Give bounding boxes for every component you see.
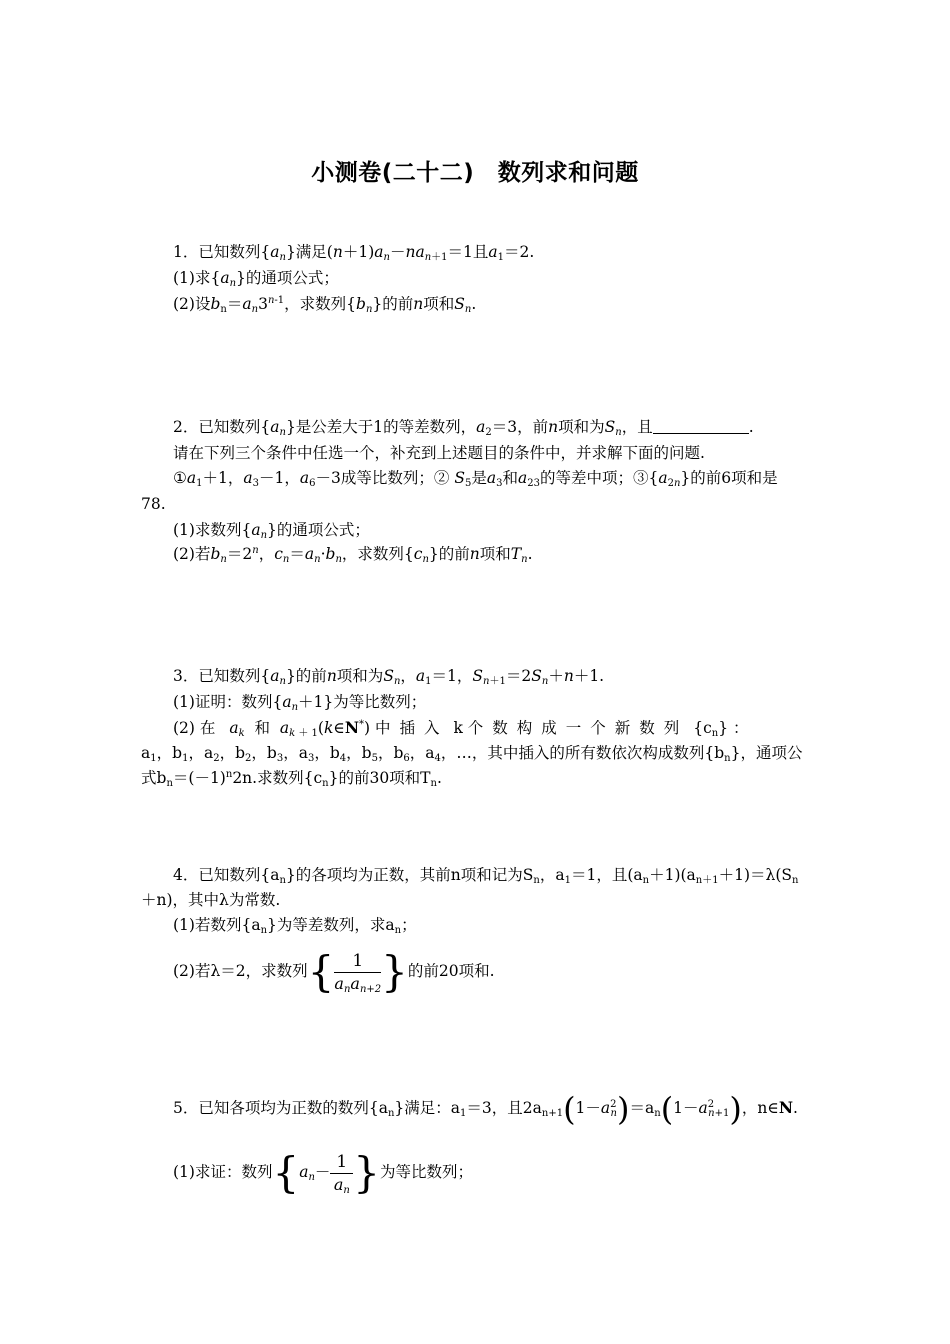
q5-stem: 5．已知各项均为正数的数列$\{a_n\}$满足：$a_1=3$，且$2a_{n+1}(1-a^2_n)=a_n(1-a^2_{n+1})$，n∈N. (173, 1090, 798, 1128)
page-title: 小测卷(二十二) 数列求和问题 (311, 160, 639, 186)
fraction-denominator: $a_na_{n+2}$ (334, 973, 382, 995)
fraction-numerator: 1 (334, 950, 381, 973)
q4-part2-suffix: 的前20项和. (407, 962, 495, 980)
q3-part2-line2: $a_1$，$b_1$，$a_2$，$b_2$，$b_3$，$a_3$，$b_4$，$b_5$，$b_6$，$a_4$，…，其中插入的所有数依次构成数列$\{b_n\}$，通项公 (141, 744, 803, 764)
q3-part1: (1)证明：数列$\{a_n+1\}$为等比数列； (173, 693, 427, 713)
q2-part2: (2)若$b_n=2^n$，$c_n=a_n\cdot b_n$，求数列$\{c_n\}$的前n项和$T_n$. (173, 545, 533, 565)
q3-part2-line1: (2) 在 $a_k$ 和 $a_{k + 1}(k\in N^*)$ 中插入 k 个数构成一个新数列 $\{c_n\}$ ： (173, 718, 749, 739)
left-brace: { (307, 947, 335, 996)
q2-instruction: 请在下列三个条件中任选一个，补充到上述题目的条件中，并求解下面的问题. (173, 444, 705, 462)
q2-part1: (1)求数列$\{a_n\}$的通项公式； (173, 521, 370, 541)
q4-part2 (173, 947, 495, 995)
fraction-numerator: 1 (330, 1151, 353, 1174)
q1-stem: 1．已知数列$\{a_n\}$满足$(n+1)a_n-na_{n+1}=1$且$a_1=2$. (173, 243, 535, 263)
q1-part1: (1)求$\{a_n\}$的通项公式； (173, 269, 339, 289)
q4-part2-prefix: (2)若λ＝2，求数列 (173, 962, 308, 980)
right-brace: } (353, 1148, 380, 1197)
q5-part1-suffix: 为等比数列； (379, 1163, 473, 1181)
q5-fraction (330, 1151, 353, 1196)
q4-stem: 4．已知数列$\{a_n\}$的各项均为正数，其前n项和记为$S_n$，$a_1=1$，且$(a_n+1)(a_{n+1}+1)=\lambda(S_n$ (173, 866, 799, 886)
answer-blank[interactable] (653, 419, 749, 434)
right-brace: } (381, 947, 408, 996)
q5-part1: (1)求证：数列{$a_n-$ $\frac{1}{a_n}$ }为等比数列； (173, 1148, 473, 1197)
q2-conditions-cont: 78. (141, 495, 166, 513)
q4-fraction (334, 950, 381, 995)
q5-part1-prefix: (1)求证：数列 (173, 1163, 273, 1181)
q3-part2-line3: 式$b_n=(-1)^n2n$.求数列$\{c_n\}$的前30项和$T_n$. (141, 769, 442, 789)
q2-conditions: $①a_1+1$，$a_3-1$，$a_6-3$成等比数列；② $S_5$是$a_3$和$a_{23}$的等差中项；$③\{a_{2n}\}$的前6项和是 (173, 469, 778, 489)
left-brace: { (272, 1148, 300, 1197)
q4-stem-cont: ＋n)，其中λ为常数. (141, 891, 281, 909)
q4-part1: (1)若数列$\{a_n\}$为等差数列，求$a_n$； (173, 916, 417, 936)
q1-part2: (2)设$b_n=a_n3^{n-1}$，求数列$\{b_n\}$的前n项和$S_n$. (173, 295, 477, 315)
q3-stem: 3．已知数列$\{a_n\}$的前n项和为$S_n$，$a_1=1$，$S_{n+1}=2S_n+n+1$. (173, 667, 605, 687)
q2-stem: 2．已知数列$\{a_n\}$是公差大于1的等差数列，$a_2=3$，前n项和为$S_n$，且 . (173, 418, 754, 438)
fraction-denominator: $a_n$ (333, 1174, 350, 1196)
